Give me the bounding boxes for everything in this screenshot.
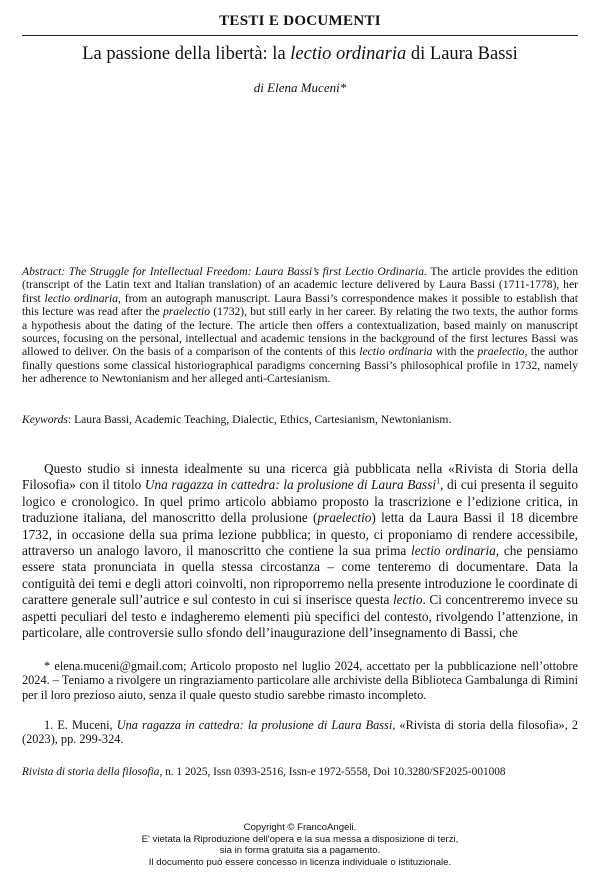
footnote-1 [22,718,578,747]
abstract-lead: Abstract: The Struggle for Intellectual Freedom: Laura Bassi’s first Lectio Ordinaria. [22,265,427,278]
body-text: . Ci concentreremo invece su aspetti peculiari del testo e indagheremo elementi più specifici del contesto, rivolgendo l’attenzione, in particolare, alle controversie sullo sfondo dell’inaugurazione dell’insegnamento di Bassi, che [22,592,578,641]
footnote-author: * elena.muceni@gmail.com; Articolo proposto nel luglio 2024, accettato per la pubblicazione nell’ottobre 2024. – Teniamo a rivolgere un ringraziamento particolare alle archiviste della Biblioteca Gambalunga di Rimini per il loro prezioso aiuto, senza il quale questo studio sarebbe rimasto incompleto. [22,659,578,702]
abstract-italic-term: lectio ordinaria [359,345,433,359]
body-italic-term: lectio [392,592,423,608]
copyright-line-2: E' vietata la Riproduzione dell'opera e la sua messa a disposizione di terzi, [141,833,459,845]
copyright-line-4: Il documento può essere concesso in licenza individuale o istituzionale. [148,856,452,868]
abstract-italic-term: praelectio [477,345,525,359]
abstract-text: (1732), but still early in her career. By relating the two texts, the author forms a hypothesis about the dating of the lecture. The article then offers a contextualization, based mainly on manuscript sources, focusing on the personal, intellectual and academic tensions in the background of the first lectures Bassi was allowed to deliver. On the basis of a comparison of the contents of this [22,305,579,359]
footnote-italic-title: Una ragazza in cattedra: la prolusione di Laura Bassi [116,718,393,732]
copyright-notice [0,822,600,868]
body-paragraph [22,461,578,641]
title-part-2: di Laura Bassi [406,44,518,64]
section-heading: TESTI E DOCUMENTI [219,13,381,29]
keywords-text: : Laura Bassi, Academic Teaching, Dialectic, Ethics, Cartesianism, Newtonianism. [67,413,452,426]
title-italic: lectio ordinaria [290,44,407,64]
abstract-italic-term: lectio ordinaria [44,291,119,305]
header-rule [22,35,578,36]
footnote-ref[interactable]: 1 [436,476,441,486]
abstract-paragraph [22,265,578,386]
body-text: Questo studio si innesta idealmente su una ricerca già pubblicata nella «Rivista di Storia della Filosofia» con il titolo [22,461,578,493]
keywords-line [22,413,578,427]
article-title [0,44,600,65]
journal-name: Rivista di storia della filosofia [22,766,160,778]
footnote-text: , «Rivista di storia della filosofia», 2 (2023), pp. 299-324. [22,718,579,747]
journal-citation [22,766,582,778]
copyright-line-3: sia in forma gratuita sia a pagamento. [219,845,381,857]
body-italic-term: lectio ordinaria [411,543,496,559]
abstract-italic-term: praelectio [163,305,211,319]
footnote-text: 1. E. Muceni, [44,718,117,732]
title-part-1: La passione della libertà: la [82,44,291,64]
keywords-label: Keywords [22,413,68,426]
abstract-text: The article provides the edition (transcript of the Latin text and Italian translation) of an academic lecture delivered by Laura Bassi (1711-1778), her first [22,265,578,305]
journal-details: , n. 1 2025, Issn 0393-2516, Issn-e 1972-5558, Doi 10.3280/SF2025-001008 [159,766,506,778]
body-italic-title: Una ragazza in cattedra: la prolusione di Laura Bassi [144,477,437,493]
body-text: ) letta da Laura Bassi il 18 dicembre 1732, in occasione della sua prima lezione pubblica; in questo, ci proponiamo di rendere accessibile, attraverso un analogo lavoro, il manoscritto che contiene la sua prima [22,510,578,559]
body-text: , che pensiamo essere stata pronunciata in quella stessa circostanza – come tenteremo di documentare. Data la contiguità dei temi e degli attori coinvolti, non riproporremo nella presente introduzione le coordinate di carattere generale sull’autrice e sul contesto in cui si inserisce questa [22,543,578,608]
abstract-text: with the [432,345,478,359]
article-author: di Elena Muceni* [253,80,347,95]
copyright-line-1: Copyright © FrancoAngeli. [243,822,357,833]
body-italic-term: praelectio [317,510,372,526]
abstract-text: , the author finally questions some classical historiographical paradigms concerning Bassi’s philosophical profile in 1732, namely her adherence to Newtonianism and her alleged anti-Cartesianism. [22,345,578,386]
body-text: , di cui presenta il seguito logico e cronologico. In quel primo articolo abbiamo proposto la trascrizione e l’edizione critica, in traduzione italiana, del manoscritto della prolusione ( [22,477,578,526]
abstract-text: , from an autograph manuscript. Laura Bassi’s correspondence makes it possible to establish that this lecture was read after the [22,291,579,319]
